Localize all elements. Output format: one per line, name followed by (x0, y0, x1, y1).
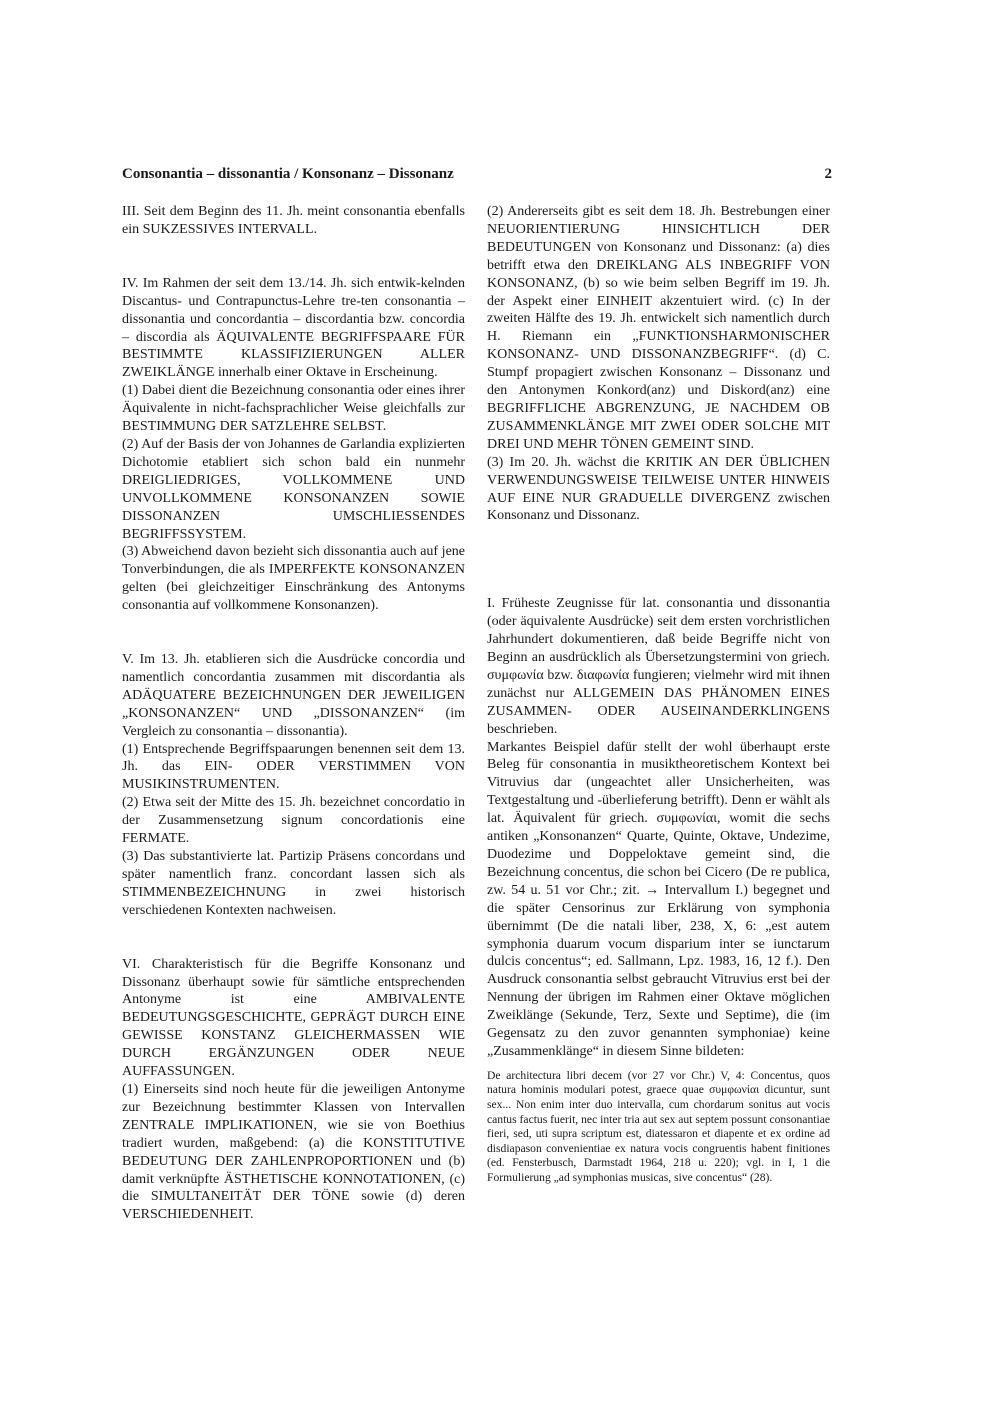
right-column (487, 203, 830, 1186)
section-i-body: Markantes Beispiel dafür stellt der wohl überhaupt erste Beleg für consonantia in musiktheoretischem Kontext bei Vitruvius dar (ungeachtet aller Unsicherheiten, was Textgestaltung und -überlieferung betrifft). Denn er wählt als lat. Äquivalent für griech. συμφωνίαι, womit die sechs antiken „Konsonanzen“ Quarte, Quinte, Oktave, Undezime, Duodezime und Doppeloktave gemeint sind, die Bezeichnung concentus, die schon bei Cicero (De re publica, zw. 54 u. 51 vor Chr.; zit. → Intervallum I.) begegnet und die später Censorinus zur Erklärung von symphonia übernimmt (De die natali liber, 238, X, 6: „est autem symphonia duarum vocum disparium inter se iunctarum dulcis concentus“; ed. Sallmann, Lpz. 1983, 16, 12 f.). Den Ausdruck consonantia selbst gebraucht Vitruvius erst bei der Nennung der übrigen im Rahmen einer Oktave möglichen Zweiklänge (Sekunde, Terz, Sexte und Septime), die (im Gegensatz zu den zuvor genannten symphoniae) keine „Zusammenklänge“ in diesem Sinne bildeten: (487, 739, 830, 1059)
section-vi-1: (1) Einerseits sind noch heute für die jeweiligen Antonyme zur Bezeichnung bestimmter Klassen von Intervallen ZENTRALE IMPLIKATIONEN, wie sie von Boethius tradiert wurden, maßgebend: (a) die KONSTITUTIVE BEDEUTUNG DER ZAHLENPROPORTIONEN und (b) damit verknüpfte ÄSTHETISCHE KONNOTATIONEN, (c) die SIMULTANEITÄT DER TÖNE sowie (d) deren VERSCHIEDENHEIT. (122, 1081, 465, 1223)
section-iv-3: (3) Abweichend davon bezieht sich dissonantia auch auf jene Tonverbindungen, die als IMPERFEKTE KONSONANZEN gelten (bei gleichzeitiger Einschränkung des Antonyms consonantia auf vollkommene Konsonanzen). (122, 544, 465, 614)
section-vi-intro: VI. Charakteristisch für die Begriffe Konsonanz und Dissonanz überhaupt sowie für sämtliche entsprechenden Antonyme ist eine AMBIVALENTE BEDEUTUNGSGESCHICHTE, GEPRÄGT DURCH EINE GEWISSE KONSTANZ GLEICHERMASSEN WIE DURCH ERGÄNZUNGEN ODER NEUE AUFFASSUNGEN. (122, 956, 465, 1080)
section-iv-intro: IV. Im Rahmen der seit dem 13./14. Jh. sich entwik-kelnden Discantus- und Contrapunctus-Lehre tre-ten consonantia – dissonantia und concordantia – discordantia bzw. concordia – discordia als ÄQUIVALENTE BEGRIFFSPAARE FÜR BESTIMMTE KLASSIFIZIERUNGEN ALLER ZWEIKLÄNGE innerhalb einer Oktave in Erscheinung. (122, 275, 465, 381)
section-iii: III. Seit dem Beginn des 11. Jh. meint consonantia ebenfalls ein SUKZESSIVES INTERVALL. (122, 204, 465, 237)
running-header (122, 166, 832, 188)
section-vi-3: (3) Im 20. Jh. wächst die KRITIK AN DER ÜBLICHEN VERWENDUNGSWEISE TEILWEISE UNTER HINWEIS AUF EINE NUR GRADUELLE DIVERGENZ zwischen Konsonanz und Dissonanz. (487, 454, 830, 524)
section-v-1: (1) Entsprechende Begriffspaarungen benennen seit dem 13. Jh. das EIN- ODER VERSTIMMEN VON MUSIKINSTRUMENTEN. (122, 741, 465, 793)
page-title: Consonantia – dissonantia / Konsonanz – Dissonanz (122, 166, 454, 182)
section-vi-2: (2) Andererseits gibt es seit dem 18. Jh. Bestrebungen einer NEUORIENTIERUNG HINSICHTLICH DER BEDEUTUNGEN von Konsonanz und Dissonanz: (a) dies betrifft etwa den DREIKLANG ALS INBEGRIFF VON KONSONANZ, (b) so wie beim selben Begriff im 19. Jh. der Aspekt einer EINHEIT akzentuiert wird. (c) In der zweiten Hälfte des 19. Jh. entwickelt sich namentlich durch H. Riemann ein „FUNKTIONSHARMONISCHER KONSONANZ- UND DISSONANZBEGRIFF“. (d) C. Stumpf propagiert zwischen Konsonanz – Dissonanz und den Antonymen Konkord(anz) und Diskord(anz) eine BEGRIFFLICHE ABGRENZUNG, JE NACHDEM OB ZUSAMMENKLÄNGE MIT ZWEI ODER SOLCHE MIT DREI UND MEHR TÖNEN GEMEINT SIND. (487, 204, 830, 452)
section-v-2: (2) Etwa seit der Mitte des 15. Jh. bezeichnet concordatio in der Zusammensetzung signum concordationis eine FERMATE. (122, 795, 465, 847)
section-iv-2: (2) Auf der Basis der von Johannes de Garlandia explizierten Dichotomie etabliert sich schon bald ein nunmehr DREIGLIEDRIGES, VOLLKOMMENE UND UNVOLLKOMMENE KONSONANZEN SOWIE DISSONANZEN UMSCHLIESSENDES BEGRIFFSSYSTEM. (122, 436, 465, 542)
section-i-intro: I. Früheste Zeugnisse für lat. consonantia und dissonantia (oder äquivalente Ausdrücke) seit dem ersten vorchristlichen Jahrhundert dokumentieren, daß beide Begriffe nicht von Beginn an ausdrücklich als Übersetzungstermini von griech. συμφωνία bzw. διαφωνία fungieren; vielmehr wird mit ihnen zunächst nur ALLGEMEIN DAS PHÄNOMEN EINES ZUSAMMEN- ODER AUSEINANDERKLINGENS beschrieben. (487, 596, 830, 737)
section-iv-1: (1) Dabei dient die Bezeichnung consonantia oder eines ihrer Äquivalente in nicht-fachsprachlicher Weise gleichfalls zur BESTIMMUNG DER SATZLEHRE SELBST. (122, 383, 465, 435)
block-quote: De architectura libri decem (vor 27 vor Chr.) V, 4: Concentus, quos natura hominis modulari potest, graece quae συμφωνίαι dicuntur, sunt sex... Non enim inter duo intervalla, cum chordarum sonitus aut vocis cantus factus fuerit, nec inter tria aut sex aut septem possunt consonantiae fieri, sed, uti supra scriptum est, diatessaron et diapente et ex ordine ad disdiapason convenientiae ex natura vocis congruentis habent finitiones (ed. Fensterbusch, Darmstadt 1964, 218 u. 220); vgl. in I, 1 die Formulierung „ad symphonias musicas, sive concentus“ (28). (487, 1068, 830, 1185)
page-number: 2 (824, 166, 832, 182)
section-v-intro: V. Im 13. Jh. etablieren sich die Ausdrücke concordia und namentlich concordantia zusammen mit discordantia als ADÄQUATERE BEZEICHNUNGEN DER JEWEILIGEN „KONSONANZEN“ UND „DISSONANZEN“ (im Vergleich zu consonantia – dissonantia). (122, 652, 465, 739)
section-v-3: (3) Das substantivierte lat. Partizip Präsens concordans und später namentlich franz. concordant lassen sich als STIMMENBEZEICHNUNG in zwei historisch verschiedenen Kontexten nachweisen. (122, 849, 465, 918)
left-column (122, 203, 465, 1224)
